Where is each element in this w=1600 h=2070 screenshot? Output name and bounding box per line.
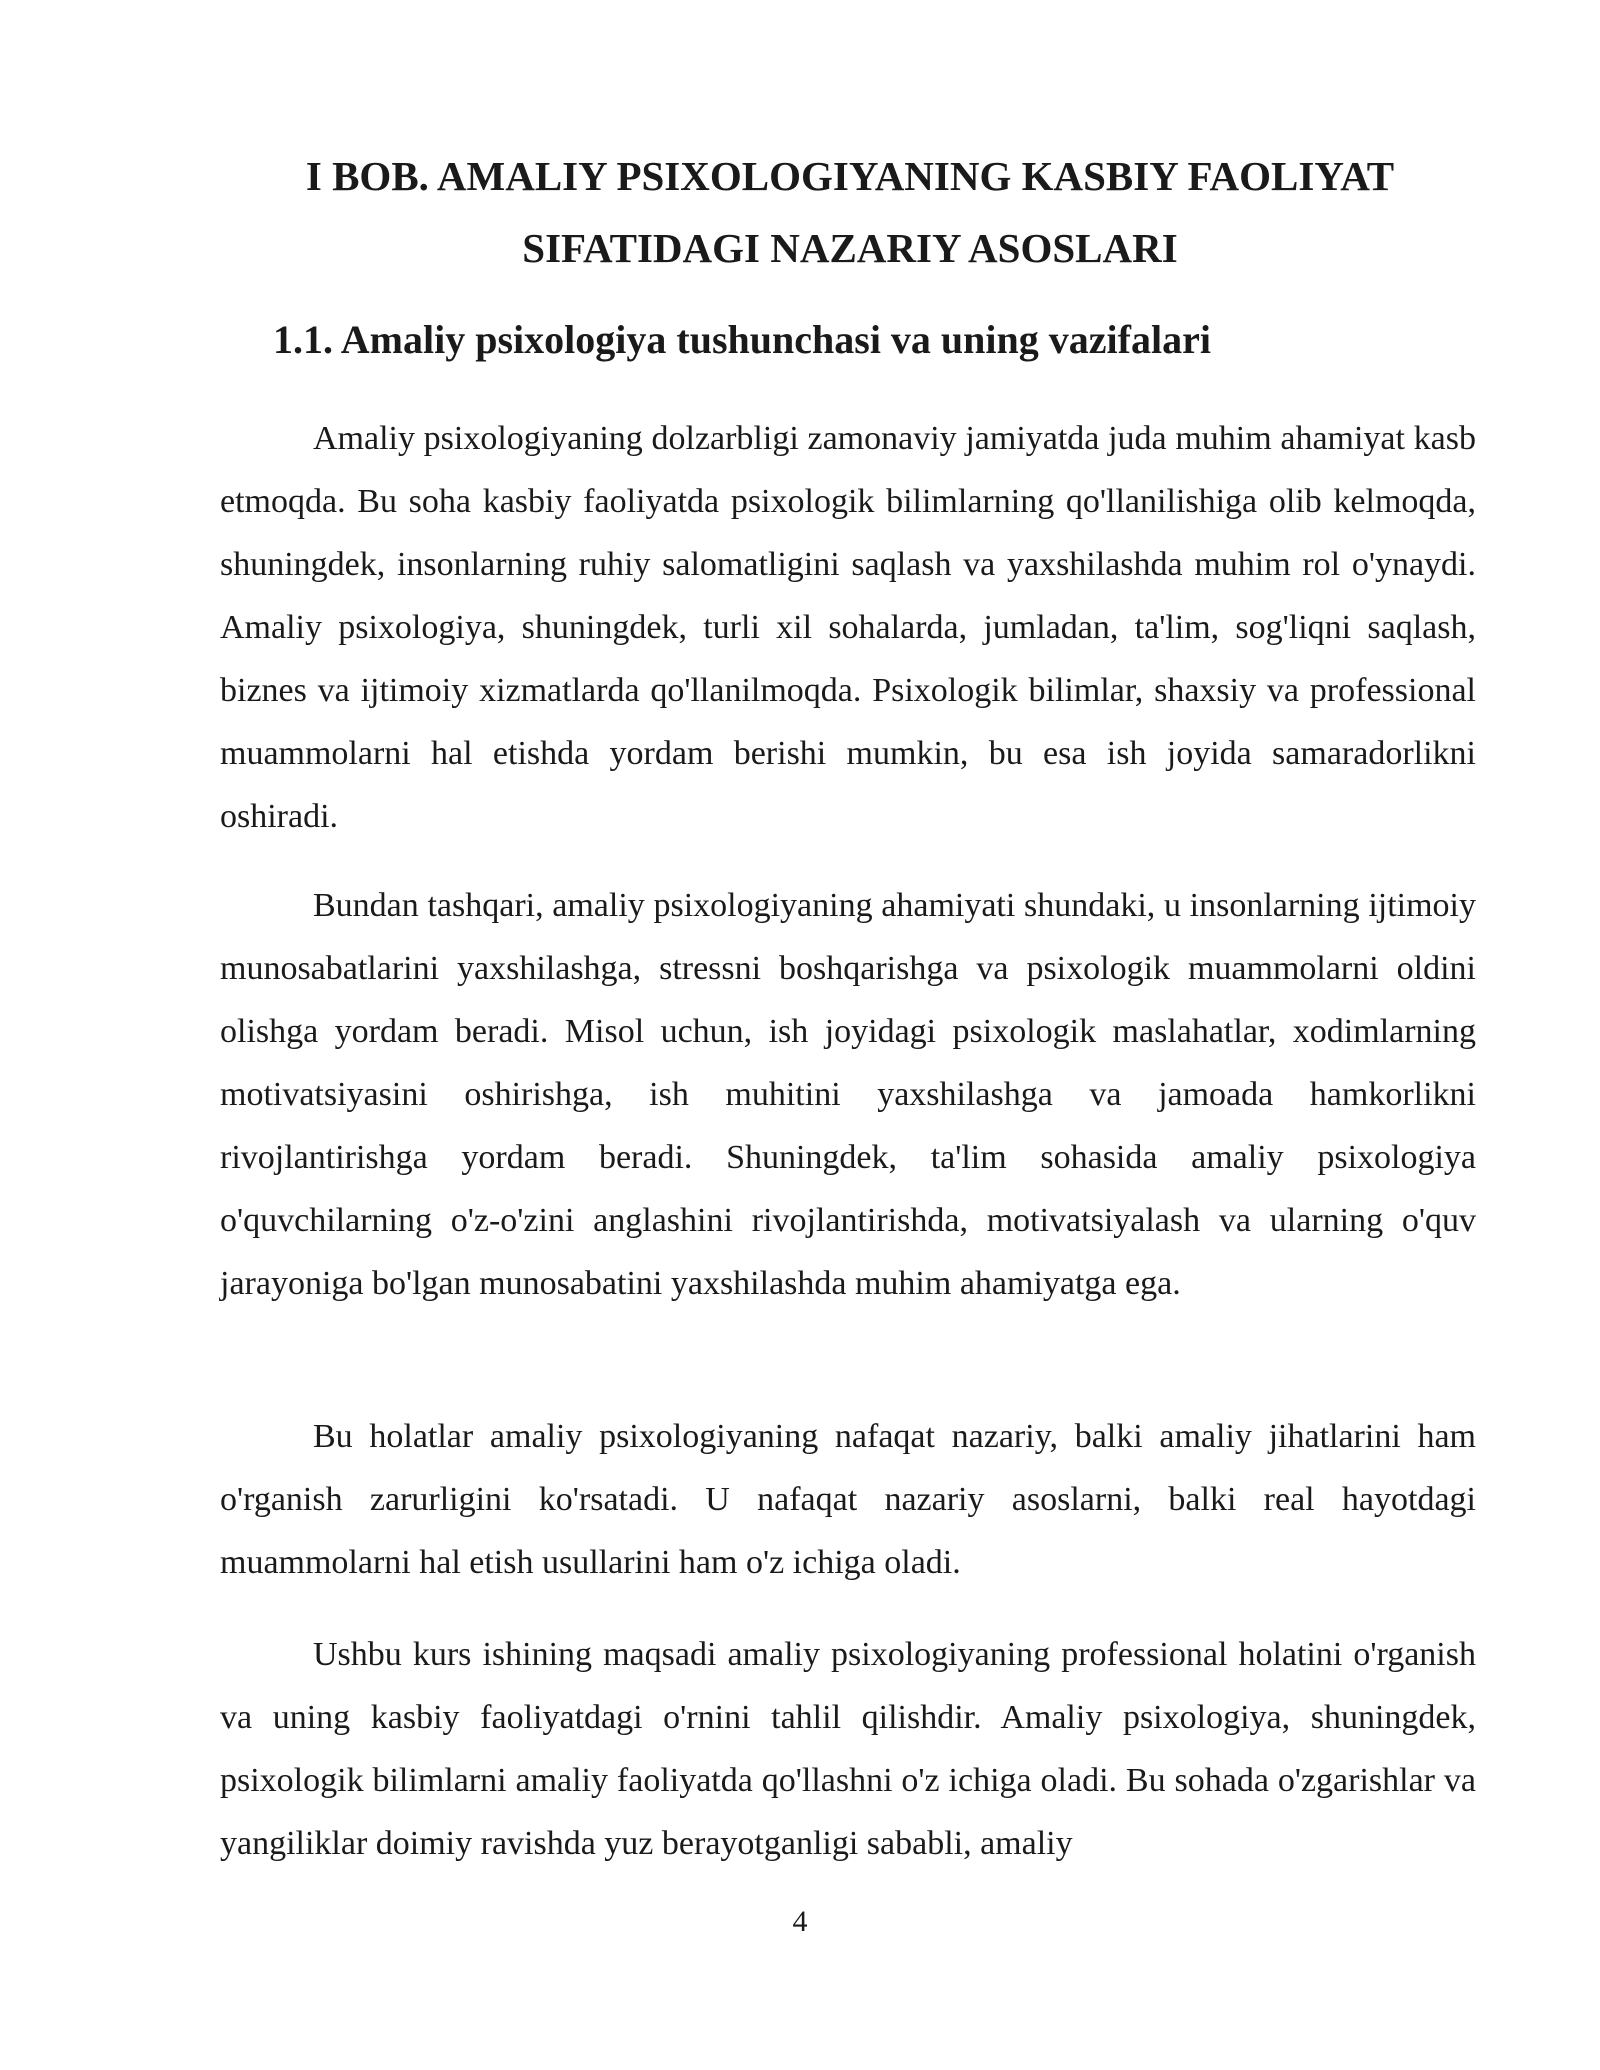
section-title: 1.1. Amaliy psixologiya tushunchasi va uning vazifalari — [273, 317, 1211, 362]
page-number: 4 — [792, 1905, 808, 1938]
chapter-title: I BOB. AMALIY PSIXOLOGIYANING KASBIY FAOLIYAT SIFATIDAGI NAZARIY ASOSLARI — [305, 153, 1395, 271]
paragraph-2: Bundan tashqari, amaliy psixologiyaning ahamiyati shundaki, u insonlarning ijtimoiy munosabatlarini yaxshilashga, stressni boshqarishga va psixologik muammolarni oldini olishga yordam beradi. Misol uchun, ish joyidagi psixologik maslahatlar, xodimlarning motivatsiyasini oshirishga, ish muhitini yaxshilashga va jamoada hamkorlikni rivojlantirishga yordam beradi. Shuningdek, ta'lim sohasida amaliy psixologiya o'quvchilarning o'z-o'zini anglashini rivojlantirishda, motivatsiyalash va ularning o'quv jarayoniga bo'lgan munosabatini yaxshilashda muhim ahamiyatga ega. — [220, 887, 1476, 1302]
paragraph-4: Ushbu kurs ishining maqsadi amaliy psixologiyaning professional holatini o'rganish va uning kasbiy faoliyatdagi o'rnini tahlil qilishdir. Amaliy psixologiya, shuningdek, psixologik bilimlarni amaliy faoliyatda qo'llashni o'z ichiga oladi. Bu sohada o'zgarishlar va yangiliklar doimiy ravishda yuz berayotganligi sababli, amaliy — [220, 1636, 1476, 1862]
paragraph-1: Amaliy psixologiyaning dolzarbligi zamonaviy jamiyatda juda muhim ahamiyat kasb etmoqda. Bu soha kasbiy faoliyatda psixologik bilimlarning qo'llanilishiga olib kelmoqda, shuningdek, insonlarning ruhiy salomatligini saqlash va yaxshilashda muhim rol o'ynaydi. Amaliy psixologiya, shuningdek, turli xil sohalarda, jumladan, ta'lim, sog'liqni saqlash, biznes va ijtimoiy xizmatlarda qo'llanilmoqda. Psixologik bilimlar, shaxsiy va professional muammolarni hal etishda yordam berishi mumkin, bu esa ish joyida samaradorlikni oshiradi. — [220, 420, 1476, 835]
paragraph-3: Bu holatlar amaliy psixologiyaning nafaqat nazariy, balki amaliy jihatlarini ham o'rganish zarurligini ko'rsatadi. U nafaqat nazariy asoslarni, balki real hayotdagi muammolarni hal etish usullarini ham o'z ichiga oladi. — [220, 1418, 1476, 1581]
